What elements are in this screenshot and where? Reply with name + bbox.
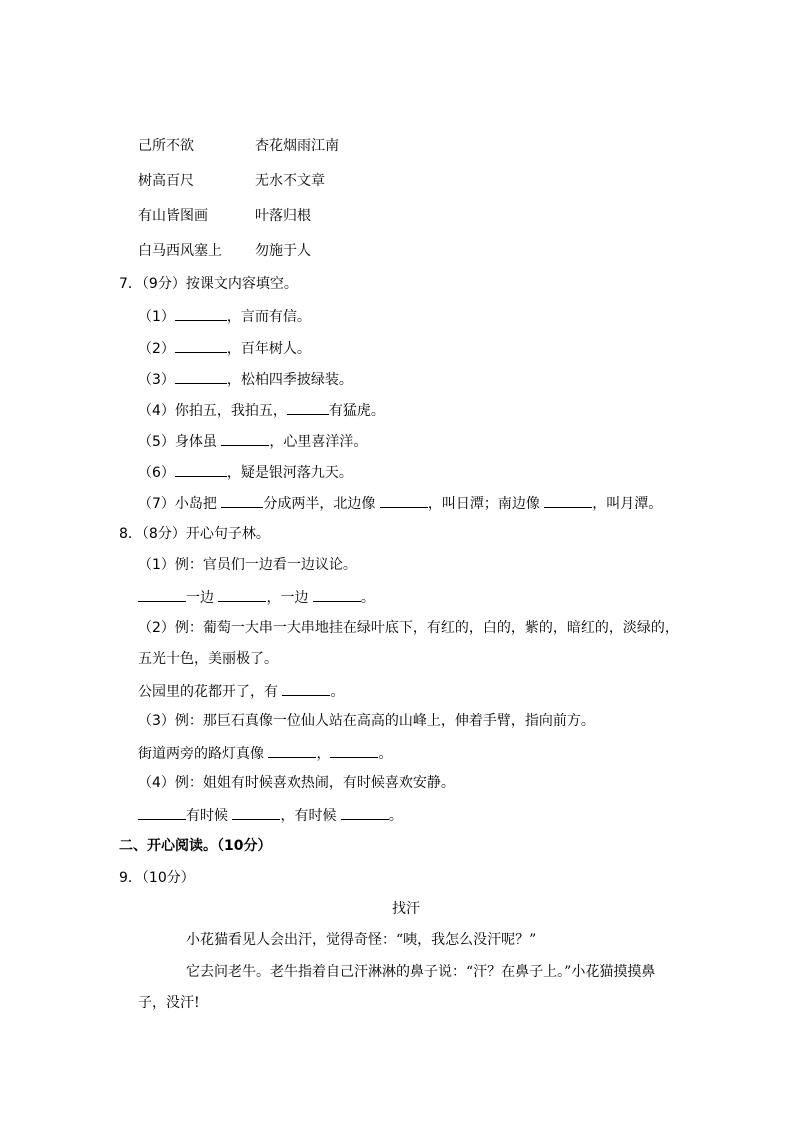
q8-ex4-f3: 。 [388, 808, 403, 824]
q7-item-7-p1: 小岛把 [174, 496, 222, 512]
blank[interactable] [313, 587, 361, 602]
q8-ex3-fill [138, 743, 392, 763]
q8-ex2-label: （2）例：葡萄一大串一大串地挂在绿叶底下，有红的，白的，紫的，暗红的，淡绿的， [138, 620, 679, 636]
blank[interactable] [380, 493, 428, 508]
blank[interactable] [268, 743, 316, 758]
match-right-1: 杏花烟雨江南 [255, 138, 339, 154]
q7-item-4-text: 有猛虎。 [328, 403, 385, 419]
q8-ex4-f1: 有时候 [186, 808, 233, 824]
q7-title: 7．（9分）按课文内容填空。 [119, 276, 298, 292]
q8-ex1-f3: 。 [360, 590, 375, 606]
blank[interactable] [175, 462, 227, 477]
blank[interactable] [218, 587, 266, 602]
q7-item-4-pre: 你拍五，我拍五， [174, 403, 287, 419]
section-2-title: 二、开心阅读。（10分） [119, 838, 272, 854]
blank[interactable] [282, 681, 330, 696]
q7-item-4 [138, 400, 385, 420]
blank[interactable] [138, 805, 186, 820]
q7-item-6 [138, 462, 353, 482]
story-paragraph-1: 小花猫看见人会出汗，觉得奇怪：“咦，我怎么没汗呢？” [186, 932, 537, 948]
match-left-2: 树高百尺 [138, 173, 194, 189]
q8-ex3-label: （3）例：那巨石真像一位仙人站在高高的山峰上，伸着手臂，指向前方。 [138, 713, 595, 729]
blank[interactable] [232, 805, 280, 820]
blank[interactable] [287, 400, 329, 415]
q7-item-7 [138, 493, 662, 513]
q7-item-5 [138, 431, 367, 451]
q7-item-2-text: ，百年树人。 [226, 341, 311, 357]
match-right-3: 叶落归根 [255, 208, 311, 224]
story-paragraph-2-cont: 子，没汗! [138, 995, 200, 1011]
q9-title: 9．（10分） [119, 870, 195, 886]
q8-ex1-f2: ，一边 [266, 590, 313, 606]
q8-ex1-f1: 一边 [186, 590, 219, 606]
blank[interactable] [330, 743, 378, 758]
q7-item-7-p3: ，叫日潭；南边像 [427, 496, 545, 512]
q7-item-2 [138, 338, 311, 358]
blank[interactable] [175, 369, 227, 384]
q8-ex2-fill [138, 681, 344, 701]
story-paragraph-2: 它去问老牛。老牛指着自己汗淋淋的鼻子说：“汗？在鼻子上。”小花猫摸摸鼻 [186, 964, 656, 980]
match-right-4: 勿施于人 [255, 243, 311, 259]
q7-item-3-num: （3） [138, 372, 175, 388]
q7-item-6-text: ，疑是银河落九天。 [226, 465, 353, 481]
q8-ex2-f2: 。 [330, 684, 345, 700]
q8-ex4-label: （4）例：姐姐有时候喜欢热闹，有时候喜欢安静。 [138, 775, 455, 791]
q7-item-7-p4: ，叫月潭。 [592, 496, 663, 512]
q7-item-7-num: （7） [138, 496, 175, 512]
q8-ex3-f1: 街道两旁的路灯真像 [138, 746, 269, 762]
q7-item-5-num: （5） [138, 434, 175, 450]
q7-item-4-num: （4） [138, 403, 175, 419]
blank[interactable] [175, 306, 227, 321]
q8-ex2-f1: 公园里的花都开了，有 [138, 684, 283, 700]
blank[interactable] [221, 493, 263, 508]
q8-ex2-cont: 五光十色，美丽极了。 [138, 651, 278, 667]
match-left-1: 己所不欲 [138, 138, 194, 154]
q7-item-5-text: ，心里喜洋洋。 [269, 434, 368, 450]
q7-item-1 [138, 306, 311, 326]
q7-item-7-p2: 分成两半，北边像 [263, 496, 380, 512]
q8-ex3-f2: ， [316, 746, 331, 762]
q8-ex3-f3: 。 [378, 746, 393, 762]
match-left-4: 白马西风塞上 [138, 243, 222, 259]
match-right-2: 无水不文章 [255, 173, 325, 189]
blank[interactable] [138, 587, 186, 602]
q7-item-5-pre: 身体虽 [174, 434, 222, 450]
blank[interactable] [175, 338, 227, 353]
blank[interactable] [341, 805, 389, 820]
story-title: 找汗 [392, 901, 420, 917]
q7-item-1-text: ，言而有信。 [226, 309, 311, 325]
q7-item-3 [138, 369, 353, 389]
q8-ex1-label: （1）例：官员们一边看一边议论。 [138, 557, 357, 573]
q8-ex4-f2: ，有时候 [280, 808, 341, 824]
q7-item-1-num: （1） [138, 309, 175, 325]
q8-ex1-fill [138, 587, 375, 607]
q8-ex4-fill [138, 805, 403, 825]
q8-title: 8．（8分）开心句子林。 [119, 526, 270, 542]
blank[interactable] [221, 431, 269, 446]
q7-item-2-num: （2） [138, 341, 175, 357]
q7-item-3-text: ，松柏四季披绿装。 [226, 372, 353, 388]
q7-item-6-num: （6） [138, 465, 175, 481]
match-left-3: 有山皆图画 [138, 208, 208, 224]
blank[interactable] [544, 493, 592, 508]
